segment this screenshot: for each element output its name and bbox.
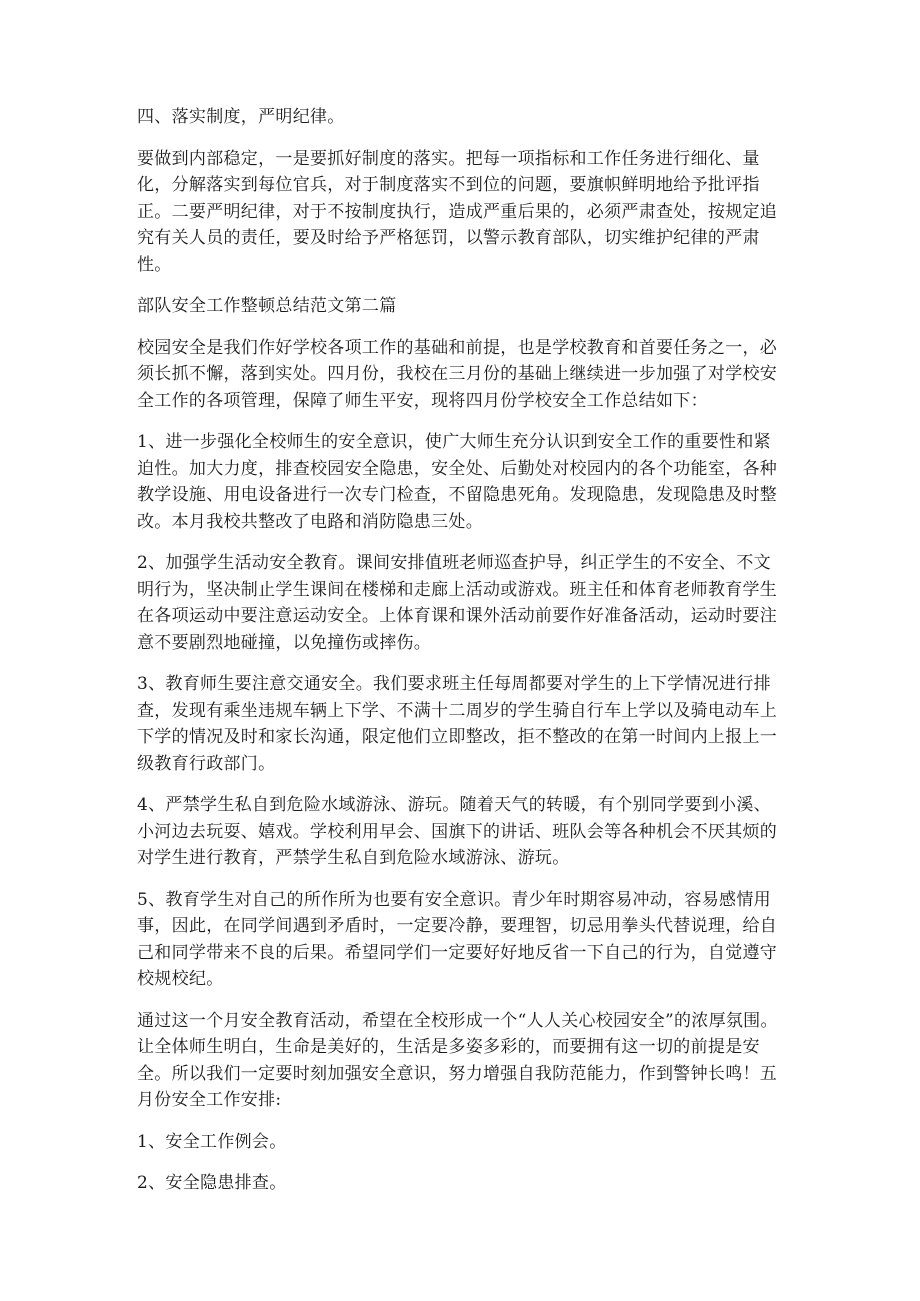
- paragraph-conclusion: 通过这一个月安全教育活动，希望在全校形成一个“人人关心校园安全”的浓厚氛围。让全体师生明白，生命是美好的，生活是多姿多彩的，而要拥有这一切的前提是安全。所以我们一定要时刻加强安全意识，努力增强自我防范能力，作到警钟长鸣！五月份安全工作安排:: [137, 1010, 778, 1110]
- list-item-2: 2、加强学生活动安全教育。课间安排值班老师巡查护导，纠正学生的不安全、不文明行为，坚决制止学生课间在楼梯和走廊上活动或游戏。班主任和体育老师教育学生在各项运动中要注意运动安全。上体育课和课外活动前要作好准备活动，运动时要注意不要剧烈地碰撞，以免撞伤或摔伤。: [137, 553, 778, 653]
- may-plan-item-2: 2、安全隐患排查。: [137, 1173, 287, 1193]
- paragraph-discipline: 要做到内部稳定，一是要抓好制度的落实。把每一项指标和工作任务进行细化、量化，分解落实到每位官兵，对于制度落实不到位的问题，要旗帜鲜明地给予批评指正。二要严明纪律，对于不按制度执行，造成严重后果的，必须严肃查处，按规定追究有关人员的责任，要及时给予严格惩罚，以警示教育部队，切实维护纪律的严肃性。: [137, 148, 778, 275]
- list-item-3: 3、教育师生要注意交通安全。我们要求班主任每周都要对学生的上下学情况进行排查，发现有乘坐违规车辆上下学、不满十二周岁的学生骑自行车上学以及骑电动车上下学的情况及时和家长沟通，限定他们立即整改，拒不整改的在第一时间内上报上一级教育行政部门。: [137, 674, 778, 774]
- list-item-4: 4、严禁学生私自到危险水域游泳、游玩。随着天气的转暖，有个别同学要到小溪、小河边去玩耍、嬉戏。学校利用早会、国旗下的讲话、班队会等各种机会不厌其烦的对学生进行教育，严禁学生私自到危险水域游泳、游玩。: [137, 795, 778, 868]
- section-heading-4: 四、落实制度，严明纪律。: [137, 107, 345, 127]
- article-title-part-2: 部队安全工作整顿总结范文第二篇: [137, 296, 397, 316]
- paragraph-intro: 校园安全是我们作好学校各项工作的基础和前提，也是学校教育和首要任务之一，必须长抓不懈，落到实处。四月份，我校在三月份的基础上继续进一步加强了对学校安全工作的各项管理，保障了师生平安，现将四月份学校安全工作总结如下：: [137, 337, 778, 411]
- may-plan-item-1: 1、安全工作例会。: [137, 1131, 287, 1152]
- document-body: [137, 104, 787, 1212]
- list-item-5: 5、教育学生对自己的所作所为也要有安全意识。青少年时期容易冲动，容易感情用事，因此，在同学间遇到矛盾时，一定要冷静，要理智，切忌用拳头代替说理，给自己和同学带来不良的后果。希望同学们一定要好好地反省一下自己的行为，自觉遵守校规校纪。: [137, 889, 778, 989]
- list-item-1: 1、进一步强化全校师生的安全意识，使广大师生充分认识到安全工作的重要性和紧迫性。加大力度，排查校园安全隐患，安全处、后勤处对校园内的各个功能室，各种教学设施、用电设备进行一次专门检查，不留隐患死角。发现隐患，发现隐患及时整改。本月我校共整改了电路和消防隐患三处。: [137, 432, 778, 532]
